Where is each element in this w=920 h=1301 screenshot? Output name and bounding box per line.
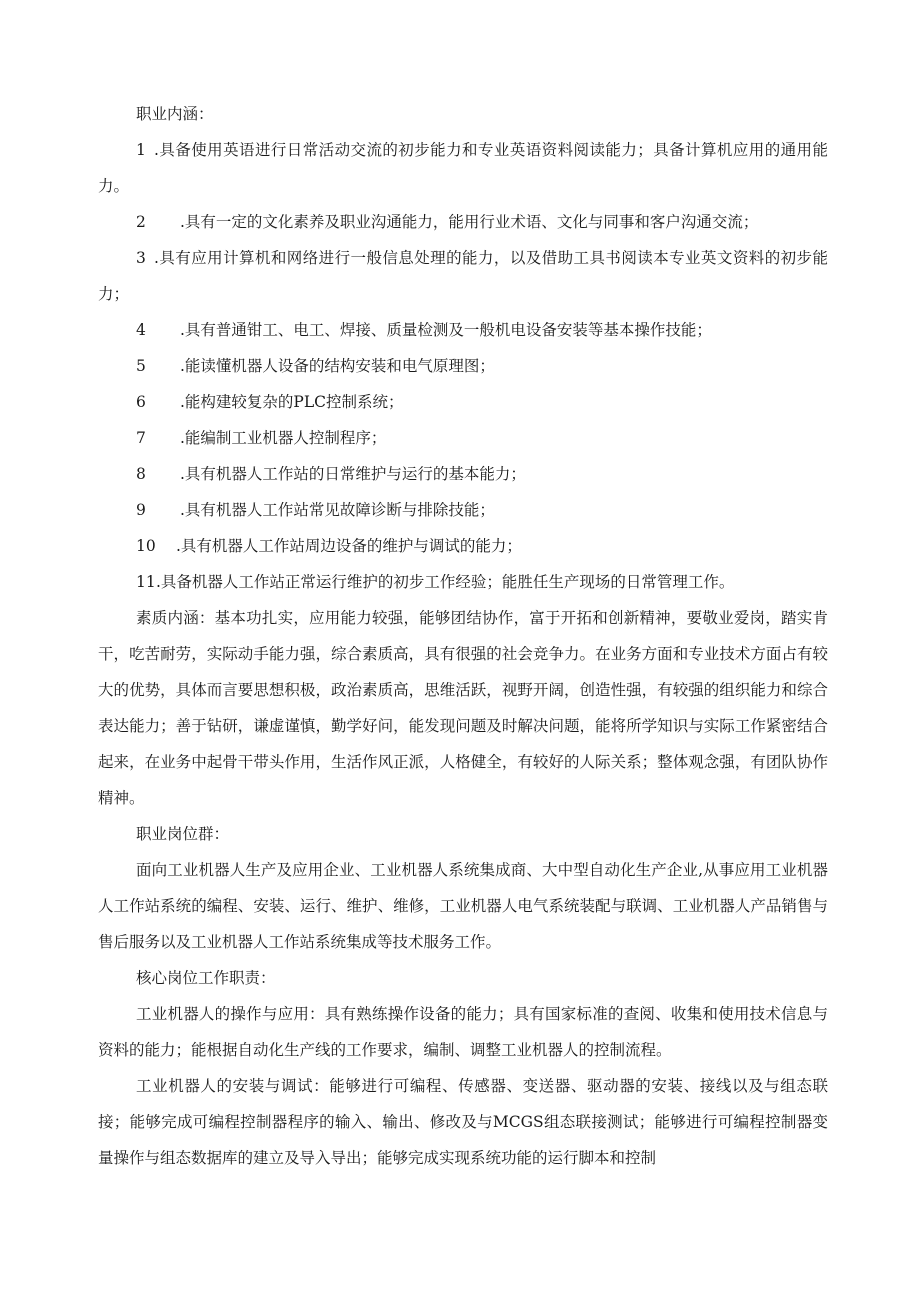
list-text: .具有普通钳工、电工、焊接、质量检测及一般机电设备安装等基本操作技能； <box>180 321 712 339</box>
list-text: .具备机器人工作站正常运行维护的初步工作经验；能胜任生产现场的日常管理工作。 <box>156 573 735 591</box>
list-item-1 <box>98 132 828 204</box>
job-group-heading: 职业岗位群： <box>136 825 230 843</box>
list-text: .能构建较复杂的PLC控制系统； <box>180 393 404 411</box>
list-item-8 <box>98 456 828 492</box>
list-text: .能编制工业机器人控制程序； <box>180 429 387 447</box>
list-item-7 <box>98 420 828 456</box>
list-item-4 <box>98 312 828 348</box>
list-item-9 <box>98 492 828 528</box>
list-item-11 <box>98 564 828 600</box>
document-body <box>98 96 828 1176</box>
list-item-2 <box>98 204 828 240</box>
list-text: .具有机器人工作站周边设备的维护与调试的能力； <box>176 537 522 555</box>
list-number: 4 <box>136 321 146 339</box>
list-number: 11 <box>136 573 156 591</box>
list-number: 1 <box>136 141 146 159</box>
core-duties-heading: 核心岗位工作职责： <box>136 969 276 987</box>
list-item-10 <box>98 528 828 564</box>
list-number: 6 <box>136 393 146 411</box>
list-number: 2 <box>136 213 146 231</box>
list-text: .具有一定的文化素养及职业沟通能力，能用行业术语、文化与同事和客户沟通交流； <box>180 213 759 231</box>
list-text: .具有机器人工作站常见故障诊断与排除技能； <box>180 501 495 519</box>
duty-installation-paragraph: 工业机器人的安装与调试：能够进行可编程、传感器、变送器、驱动器的安装、接线以及与组态联接；能够完成可编程控制器程序的输入、输出、修改及与MCGS组态联接测试；能够进行可编程控制器变量操作与组态数据库的建立及导入导出；能够完成实现系统功能的运行脚本和控制 <box>98 1077 828 1167</box>
list-number: 8 <box>136 465 146 483</box>
list-text: .能读懂机器人设备的结构安装和电气原理图； <box>180 357 495 375</box>
list-number: 3 <box>136 249 146 267</box>
list-number: 7 <box>136 429 146 447</box>
job-group-paragraph: 面向工业机器人生产及应用企业、工业机器人系统集成商、大中型自动化生产企业,从事应用工业机器人工作站系统的编程、安装、运行、维护、维修，工业机器人电气系统装配与联调、工业机器人产品销售与售后服务以及工业机器人工作站系统集成等技术服务工作。 <box>98 861 828 951</box>
job-connotation-heading: 职业内涵： <box>136 105 214 123</box>
list-text: .具有应用计算机和网络进行一般信息处理的能力，以及借助工具书阅读本专业英文资料的初步能力； <box>98 249 828 303</box>
list-text: .具备使用英语进行日常活动交流的初步能力和专业英语资料阅读能力；具备计算机应用的通用能力。 <box>98 141 828 195</box>
list-text: .具有机器人工作站的日常维护与运行的基本能力； <box>180 465 526 483</box>
list-number: 10 <box>136 537 156 555</box>
list-item-5 <box>98 348 828 384</box>
list-number: 9 <box>136 501 146 519</box>
duty-operation-paragraph: 工业机器人的操作与应用：具有熟练操作设备的能力；具有国家标准的查阅、收集和使用技术信息与资料的能力；能根据自动化生产线的工作要求，编制、调整工业机器人的控制流程。 <box>98 1005 828 1059</box>
list-item-6 <box>98 384 828 420</box>
list-number: 5 <box>136 357 146 375</box>
list-item-3 <box>98 240 828 312</box>
quality-paragraph: 素质内涵：基本功扎实，应用能力较强，能够团结协作，富于开拓和创新精神，要敬业爱岗，踏实肯干，吃苦耐劳，实际动手能力强，综合素质高，具有很强的社会竞争力。在业务方面和专业技术方面占有较大的优势，具体而言要思想积极，政治素质高，思维活跃，视野开阔，创造性强，有较强的组织能力和综合表达能力；善于钻研，谦虚谨慎，勤学好问，能发现问题及时解决问题，能将所学知识与实际工作紧密结合起来，在业务中起骨干带头作用，生活作风正派，人格健全，有较好的人际关系；整体观念强，有团队协作精神。 <box>98 609 828 807</box>
